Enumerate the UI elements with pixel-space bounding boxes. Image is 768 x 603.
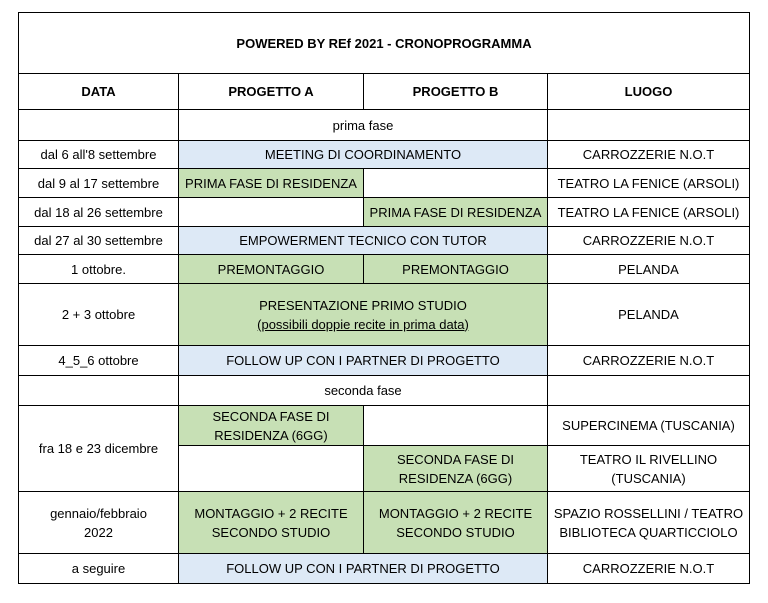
header-progetto-b: PROGETTO B xyxy=(364,74,548,110)
table-row xyxy=(19,169,750,198)
activity-line: SECONDA FASE DI xyxy=(212,408,330,424)
row-place: CARROZZERIE N.O.T xyxy=(548,346,750,376)
row-date: dal 27 al 30 settembre xyxy=(19,227,179,255)
row-date: 2 + 3 ottobre xyxy=(19,284,179,346)
row-activity: EMPOWERMENT TECNICO CON TUTOR xyxy=(179,227,548,255)
header-progetto-a: PROGETTO A xyxy=(179,74,364,110)
row-place: SUPERCINEMA (TUSCANIA) xyxy=(548,406,750,446)
row-activity-a-empty xyxy=(179,198,364,227)
table-row xyxy=(19,284,750,346)
row-activity-a: PRIMA FASE DI RESIDENZA xyxy=(179,169,364,198)
row-place: PELANDA xyxy=(548,284,750,346)
row-activity-a xyxy=(179,492,364,554)
row-place: PELANDA xyxy=(548,255,750,284)
activity-line: RESIDENZA (6GG) xyxy=(214,427,328,443)
table-row xyxy=(19,492,750,554)
row-activity-b: PRIMA FASE DI RESIDENZA xyxy=(364,198,548,227)
row-date: 4_5_6 ottobre xyxy=(19,346,179,376)
place-line: BIBLIOTECA QUARTICCIOLO xyxy=(559,524,738,540)
row-activity-b: PREMONTAGGIO xyxy=(364,255,548,284)
schedule-table xyxy=(18,12,750,584)
header-row xyxy=(19,74,750,110)
row-date: dal 18 al 26 settembre xyxy=(19,198,179,227)
table-row xyxy=(19,141,750,169)
place-line: TEATRO IL RIVELLINO xyxy=(579,451,718,467)
title-row xyxy=(19,13,750,74)
row-date: 1 ottobre. xyxy=(19,255,179,284)
phase-spacer-date xyxy=(19,376,179,406)
phase-label-second: seconda fase xyxy=(179,376,548,406)
place-line: SPAZIO ROSSELLINI / TEATRO xyxy=(553,505,744,521)
phase-row-second xyxy=(19,376,750,406)
row-place: CARROZZERIE N.O.T xyxy=(548,141,750,169)
row-activity: FOLLOW UP CON I PARTNER DI PROGETTO xyxy=(179,554,548,584)
row-activity-a xyxy=(179,406,364,446)
table-row xyxy=(19,227,750,255)
header-luogo: LUOGO xyxy=(548,74,750,110)
table-row xyxy=(19,255,750,284)
activity-line: PRESENTAZIONE PRIMO STUDIO xyxy=(259,297,467,313)
table-row xyxy=(19,554,750,584)
activity-line: MONTAGGIO + 2 RECITE xyxy=(378,505,533,521)
table-title: POWERED BY REf 2021 - CRONOPROGRAMMA xyxy=(19,13,750,74)
row-activity-b-empty xyxy=(364,169,548,198)
activity-line: RESIDENZA (6GG) xyxy=(398,470,513,486)
phase-label-first: prima fase xyxy=(179,110,548,141)
table-row xyxy=(19,346,750,376)
table-row xyxy=(19,198,750,227)
row-place: TEATRO LA FENICE (ARSOLI) xyxy=(548,169,750,198)
row-activity: FOLLOW UP CON I PARTNER DI PROGETTO xyxy=(179,346,548,376)
row-activity-a: PREMONTAGGIO xyxy=(179,255,364,284)
row-place xyxy=(548,446,750,492)
place-line: (TUSCANIA) xyxy=(611,470,686,486)
activity-line: MONTAGGIO + 2 RECITE xyxy=(194,505,348,521)
row-activity-b xyxy=(364,492,548,554)
row-activity-b-empty xyxy=(364,406,548,446)
phase-row-first xyxy=(19,110,750,141)
activity-line: SECONDA FASE DI xyxy=(396,451,515,467)
row-place: CARROZZERIE N.O.T xyxy=(548,227,750,255)
row-place xyxy=(548,492,750,554)
date-line: 2022 xyxy=(84,524,113,540)
phase-spacer-place xyxy=(548,376,750,406)
row-date: dal 6 all'8 settembre xyxy=(19,141,179,169)
row-activity-a-empty xyxy=(179,446,364,492)
activity-line: SECONDO STUDIO xyxy=(211,524,331,540)
activity-line: SECONDO STUDIO xyxy=(396,524,515,540)
row-date: a seguire xyxy=(19,554,179,584)
row-activity-b xyxy=(364,446,548,492)
row-activity xyxy=(179,284,548,346)
table-row xyxy=(19,406,750,446)
phase-spacer-date xyxy=(19,110,179,141)
date-line: gennaio/febbraio xyxy=(50,505,147,521)
row-activity: MEETING DI COORDINAMENTO xyxy=(179,141,548,169)
header-data: DATA xyxy=(19,74,179,110)
row-date xyxy=(19,492,179,554)
row-date: fra 18 e 23 dicembre xyxy=(19,406,179,492)
row-date: dal 9 al 17 settembre xyxy=(19,169,179,198)
activity-note: (possibili doppie recite in prima data) xyxy=(257,316,469,332)
row-place: TEATRO LA FENICE (ARSOLI) xyxy=(548,198,750,227)
phase-spacer-place xyxy=(548,110,750,141)
row-place: CARROZZERIE N.O.T xyxy=(548,554,750,584)
